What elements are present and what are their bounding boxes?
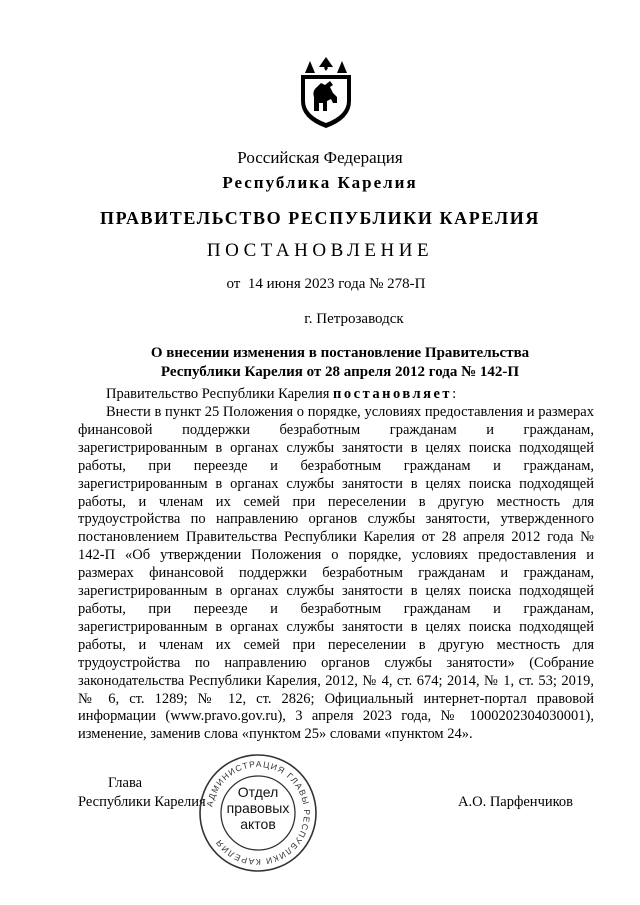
government-heading: ПРАВИТЕЛЬСТВО РЕСПУБЛИКИ КАРЕЛИЯ: [100, 208, 540, 228]
stamp-line-2: правовых: [226, 800, 290, 816]
document-title-line-2: Республики Карелия от 28 апреля 2012 года № 142-П: [160, 364, 520, 380]
stamp-line-3: актов: [240, 816, 276, 832]
republic-heading: Республика Карелия: [222, 173, 418, 192]
document-date-number: от 14 июня 2023 года № 278-П: [226, 276, 426, 292]
document-city: г. Петрозаводск: [304, 311, 404, 327]
preamble: [106, 386, 456, 403]
signature-position-line-2: Республики Карелия: [78, 794, 206, 810]
signature-position-line-1: Глава: [108, 775, 143, 791]
document-title-line-1: О внесении изменения в постановление Правительства: [150, 345, 530, 361]
preamble-verb: постановляет: [333, 386, 453, 402]
document-body: Внести в пункт 25 Положения о порядке, условиях предоставления и размерах финансовой поддержки безработным гражданам и гражданам, зарегистрированным в органах службы занятости в целях поиска подходящей работы, при переезде и безработным гражданам и гражданам, зарегистрированным в органах службы занятости в целях поиска подходящей работы, и членам их семей при переселении в другую местность для трудоустройства по направлению органов службы занятости, утвержденного постановлением Правительства Республики Карелия от 28 апреля 2012 года № 142-П «Об утверждении Положения о порядке, условиях предоставления и размерах финансовой поддержки безработным гражданам и гражданам, зарегистрированным в органах службы занятости в целях поиска подходящей работы, при переезде и безработным гражданам и гражданам, зарегистрированным в органах службы занятости в целях поиска подходящей работы, и членам их семей при переселении в другую местность для трудоустройства по направлению органов службы занятости» (Собрание законодательства Республики Карелия, 2012, № 4, ст. 674; 2014, № 1, ст. 53; 2019, № 6, ст. 1289; № 12, ст. 2826; Официальный интернет-портал правовой информации (www.pravo.gov.ru), 3 апреля 2023 года, № 1000202304030001), изменение, заменив слова «пунктом 25» словами «пунктом 24».: [78, 404, 594, 743]
official-stamp: [197, 752, 319, 874]
preamble-end: :: [452, 386, 457, 402]
preamble-text: Правительство Республики Карелия: [106, 386, 334, 402]
stamp-line-1: Отдел: [237, 784, 279, 800]
stamp-ring-text: АДМИНИСТРАЦИЯ ГЛАВЫ РЕСПУБЛИКИ КАРЕЛИЯ: [204, 758, 313, 868]
document-type: ПОСТАНОВЛЕНИЕ: [206, 240, 434, 261]
federation-heading: Российская Федерация: [237, 148, 403, 167]
signatory-name: А.О. Парфенчиков: [458, 794, 574, 810]
karelia-coat-of-arms-icon: [297, 57, 355, 129]
